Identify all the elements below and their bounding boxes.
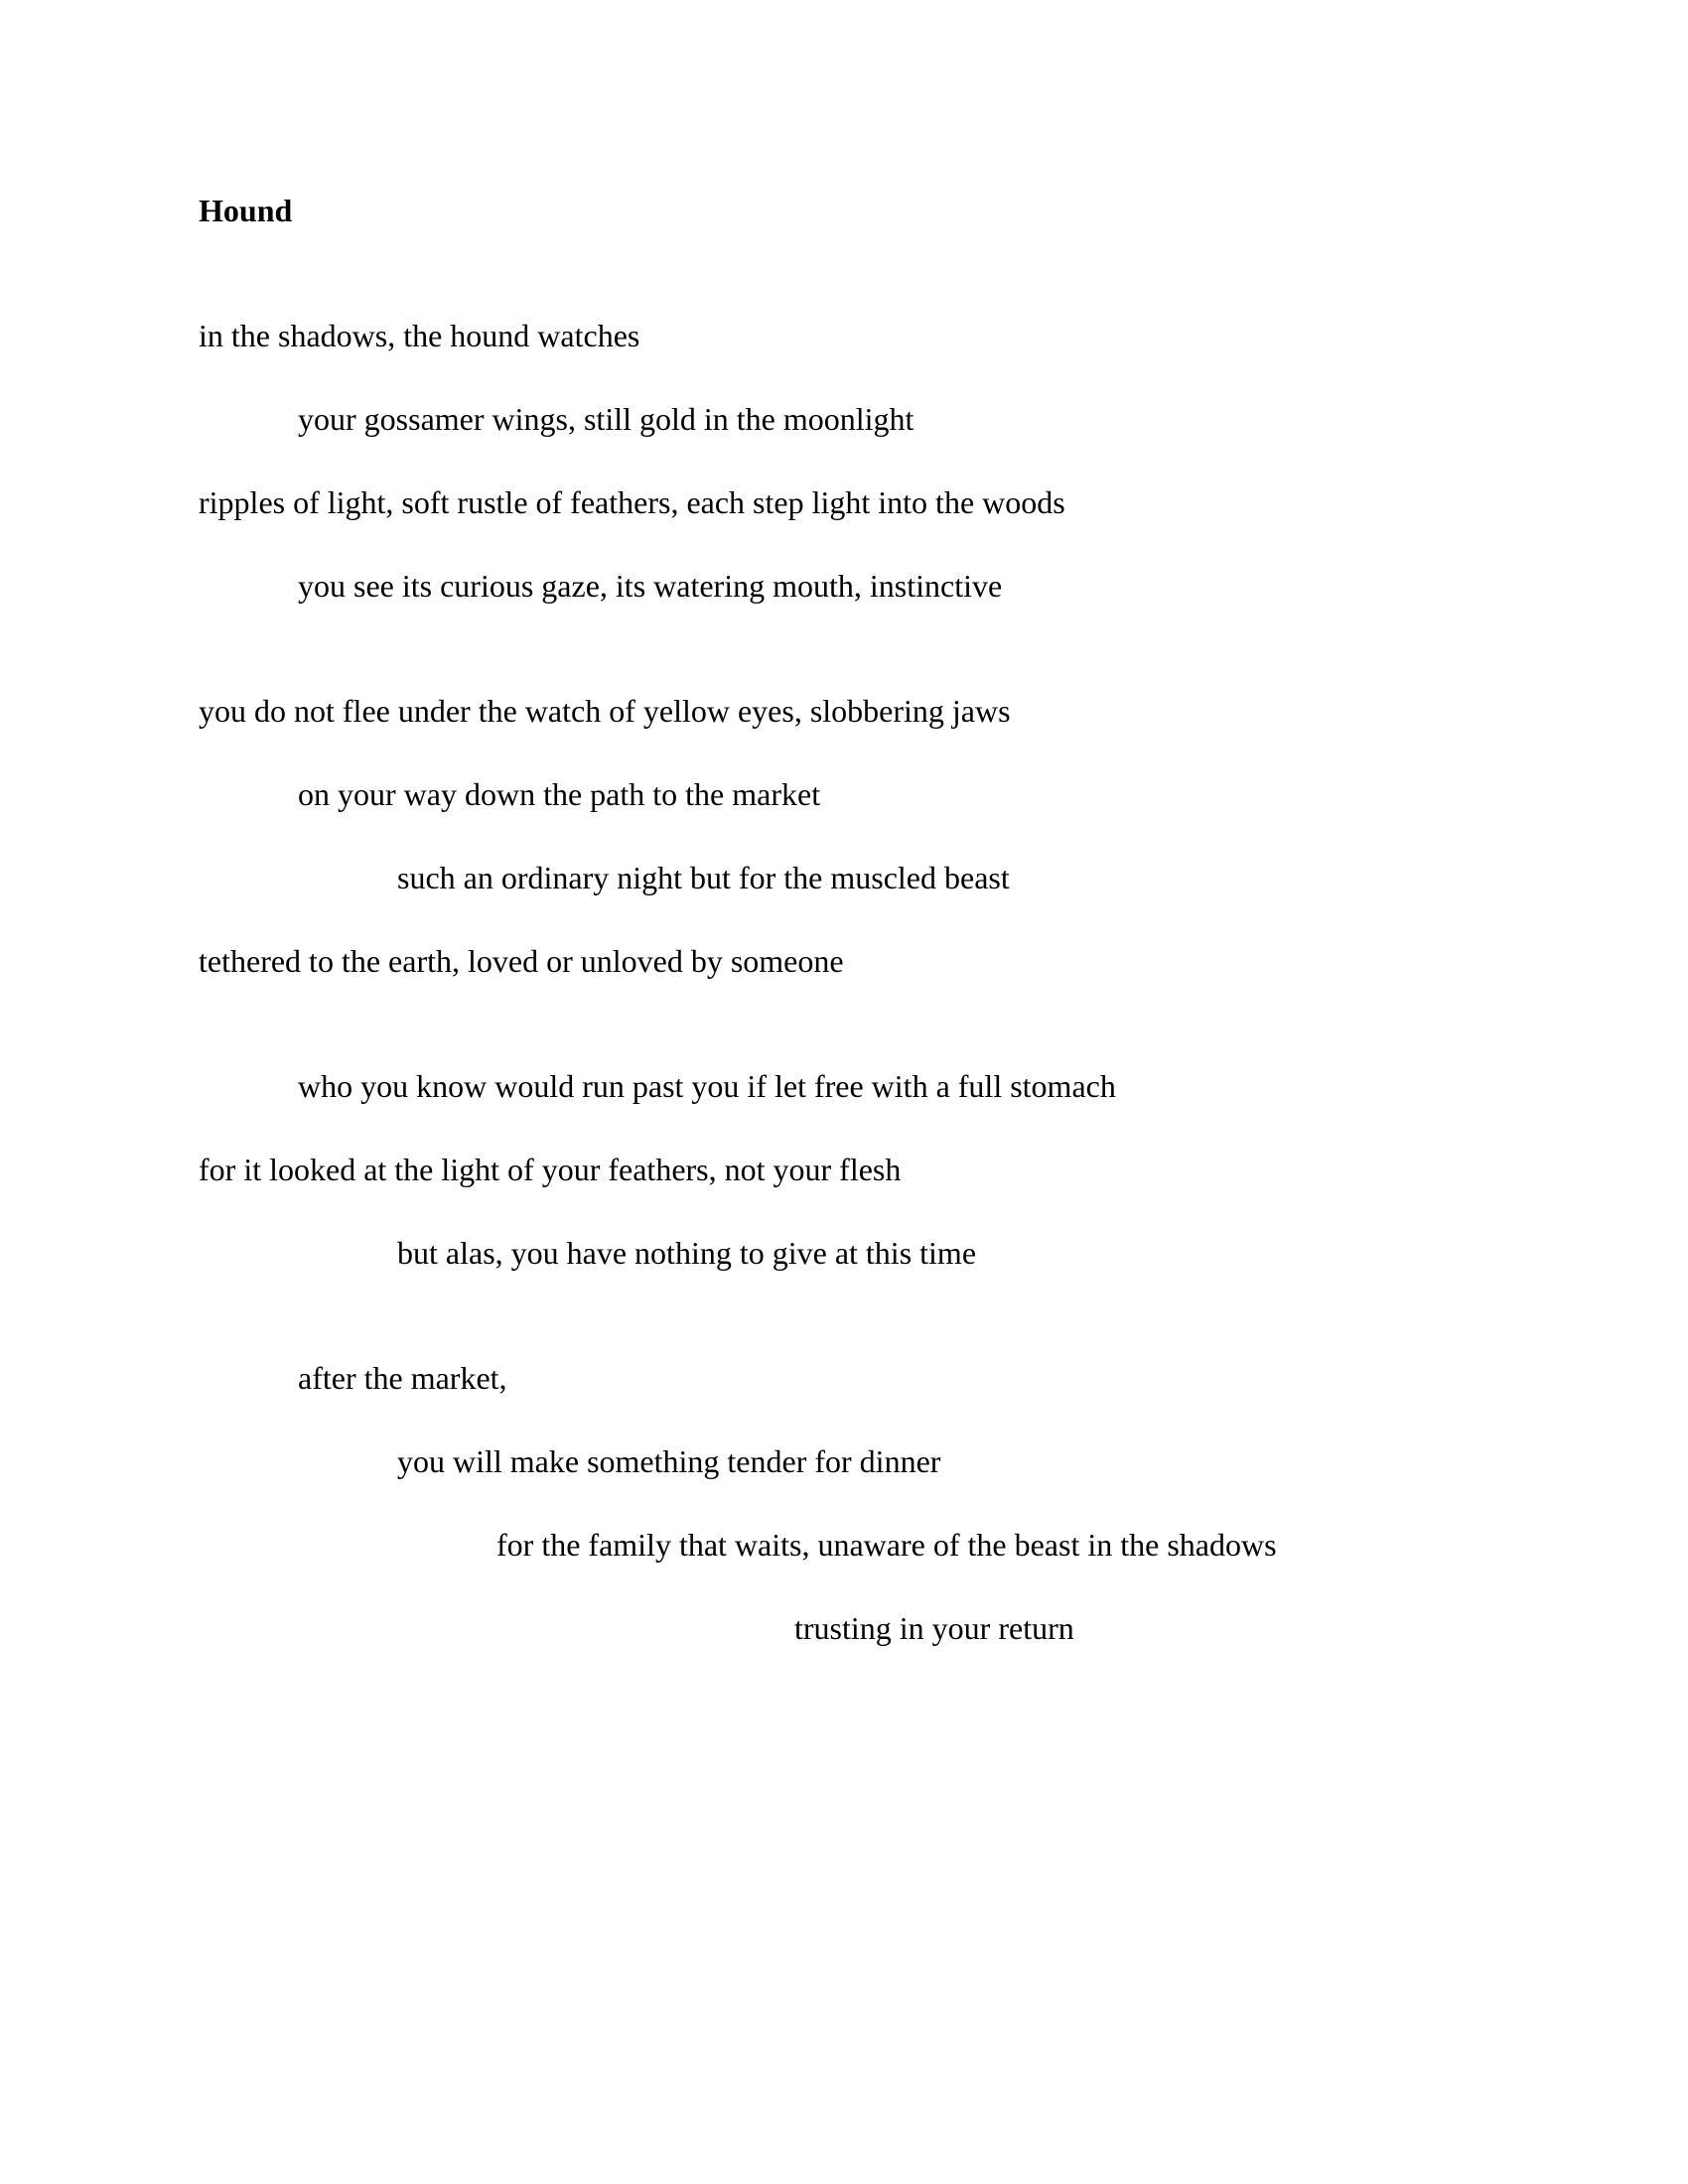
- poem-line: who you know would run past you if let free with a full stomach: [298, 1068, 1116, 1104]
- poem-line: but alas, you have nothing to give at this time: [397, 1235, 977, 1271]
- poem-line: such an ordinary night but for the muscled beast: [397, 860, 1010, 895]
- poem-line: in the shadows, the hound watches: [199, 318, 640, 353]
- poem-line: on your way down the path to the market: [298, 776, 821, 812]
- poem-body: [199, 0, 1589, 2184]
- poem-line: ripples of light, soft rustle of feathers, each step light into the woods: [199, 484, 1065, 520]
- poem-line: you will make something tender for dinner: [397, 1443, 941, 1479]
- poem-line: tethered to the earth, loved or unloved by someone: [199, 943, 844, 979]
- poem-title: Hound: [199, 193, 293, 228]
- poem-line: trusting in your return: [794, 1610, 1074, 1646]
- poem-line: you see its curious gaze, its watering mouth, instinctive: [298, 568, 1003, 604]
- poem-line: for the family that waits, unaware of the beast in the shadows: [496, 1527, 1277, 1563]
- poem-line: after the market,: [298, 1360, 507, 1396]
- poem-line: for it looked at the light of your feathers, not your flesh: [199, 1152, 902, 1187]
- poem-line: your gossamer wings, still gold in the moonlight: [298, 401, 914, 437]
- poem-line: you do not flee under the watch of yellow eyes, slobbering jaws: [199, 693, 1011, 729]
